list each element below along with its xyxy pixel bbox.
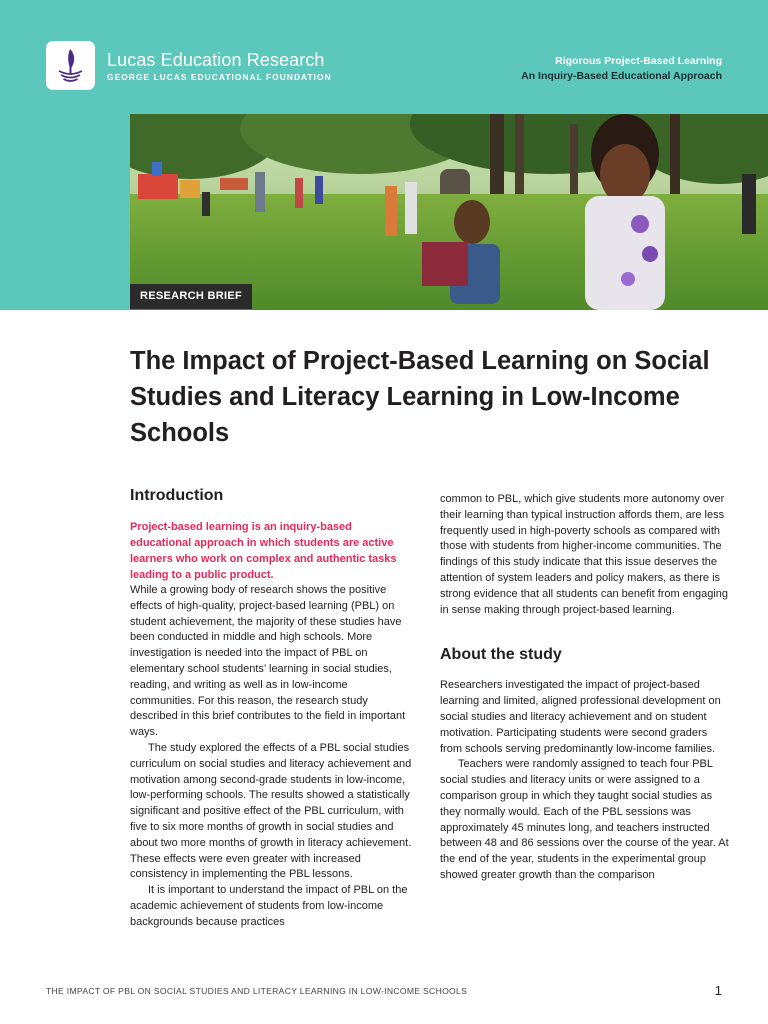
about-paragraph-1: Researchers investigated the impact of project-based learning and limited, aligned professional development on social studies and literacy achievement and on student motivation. Participating students were second graders from schools serving predominantly low-income families. — [440, 679, 721, 755]
document-title: The Impact of Project-Based Learning on Social Studies and Literacy Learning in Low-Income Schools — [130, 347, 710, 447]
intro-paragraph-2: The study explored the effects of a PBL social studies curriculum on social studies and literacy achievement and motivation among second-grade students in low-income, low-performing schools. The results showed a statistically significant and positive effect of the PBL curriculum, with five to six more months of growth in social studies and about two more months of growth in literacy achievement. These effects were even greater with increased consistency in implementing the PBL lessons. — [130, 741, 412, 881]
intro-paragraph-3: It is important to understand the impact of PBL on the academic achievement of students from low-income backgrounds because practices — [130, 884, 408, 928]
introduction-heading: Introduction — [130, 487, 224, 504]
hero-photo — [130, 114, 768, 310]
intro-lead: Project-based learning is an inquiry-based educational approach in which students are active learners who work on complex and authentic tasks leading to a public product. — [130, 521, 397, 581]
research-brief-badge: RESEARCH BRIEF — [130, 284, 252, 309]
brand-subtitle: GEORGE LUCAS EDUCATIONAL FOUNDATION — [107, 72, 332, 82]
right-column — [440, 492, 730, 884]
about-study-heading: About the study — [440, 646, 562, 664]
intro-paragraph-1: While a growing body of research shows the positive effects of high-quality, project-based learning (PBL) on student achievement, the majority of these studies have been conducted in middle and high schools. More investigation is needed into the impact of PBL on elementary school students’ learning in social studies, reading, and writing as well as in low-income communities. For this reason, the research study described in this brief contributes to the field in important ways. — [130, 584, 406, 739]
brand-name: Lucas Education Research — [107, 50, 325, 70]
torch-logo-icon — [46, 41, 95, 90]
footer-running-title: THE IMPACT OF PBL ON SOCIAL STUDIES AND LITERACY LEARNING IN LOW-INCOME SCHOOLS — [46, 986, 468, 996]
logo — [46, 41, 95, 90]
left-column — [130, 487, 414, 931]
page-number: 1 — [714, 983, 722, 998]
tagline-primary: Rigorous Project-Based Learning — [555, 55, 722, 67]
header-banner — [0, 0, 768, 310]
intro-paragraph-4: common to PBL, which give students more autonomy over their learning than typical instruction affords them, are less frequently used in high-poverty schools as compared with those with students from higher-income communities. The findings of this study indicate that this issue deserves the attention of system leaders and policy makers, as there is strong evidence that all students can benefit from engaging in sense making through project-based learning. — [440, 493, 729, 616]
about-paragraph-2: Teachers were randomly assigned to teach four PBL social studies and literacy units or were assigned to a comparison group in which they taught social studies as they normally would. Each of the PBL sessions was approximately 45 minutes long, and teachers instructed between 48 and 86 sessions over the course of the year. At the end of the year, students in the experimental group showed greater growth than the comparison — [440, 758, 729, 881]
tagline-secondary: An Inquiry-Based Educational Approach — [521, 70, 722, 82]
